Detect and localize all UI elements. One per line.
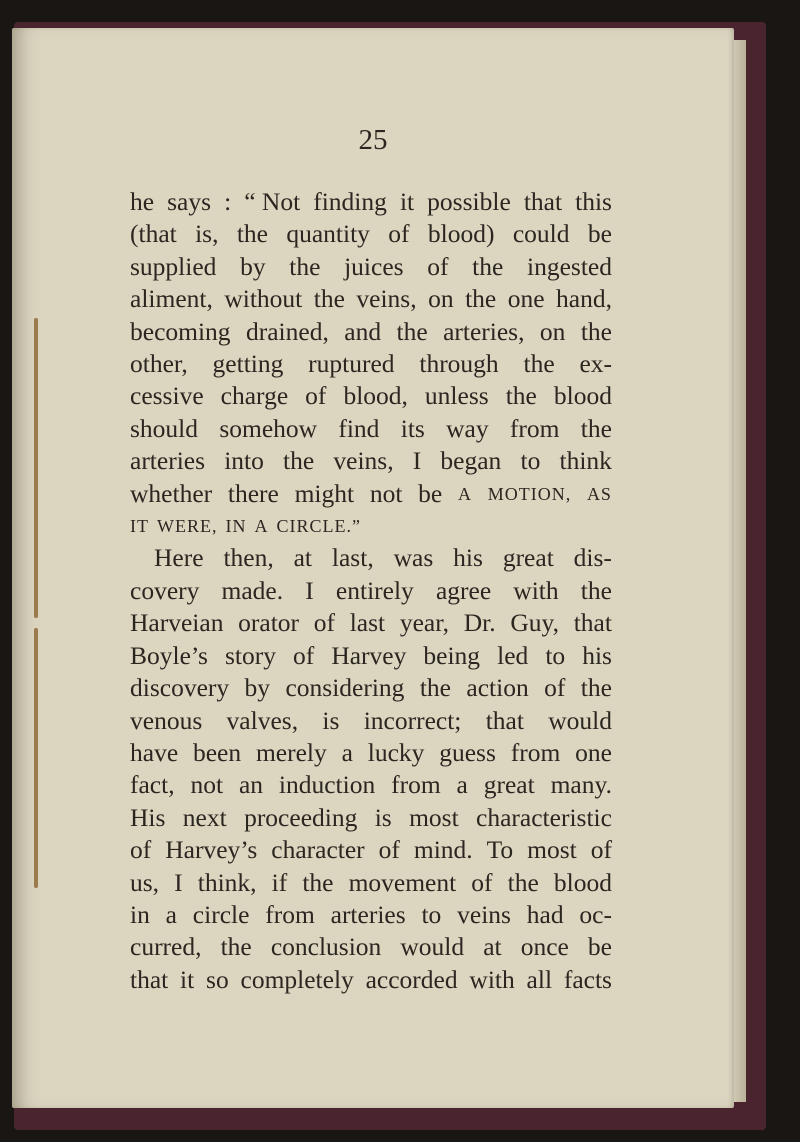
word: way <box>446 413 489 443</box>
word: led <box>497 640 529 670</box>
word: veins, <box>356 284 417 314</box>
word: on <box>539 316 566 346</box>
word: he <box>130 187 155 216</box>
word: facts <box>563 964 612 994</box>
word: be <box>418 478 443 508</box>
word: blood) <box>427 219 495 249</box>
word: be <box>587 932 612 962</box>
word: the <box>313 284 345 314</box>
word: Harvey’s <box>165 835 258 865</box>
word: the <box>236 219 268 249</box>
word: would <box>400 932 465 962</box>
word: of <box>313 608 335 638</box>
word: began <box>440 446 502 476</box>
word: from <box>265 899 315 929</box>
word: action <box>466 673 529 703</box>
word: should <box>130 413 199 443</box>
word: year, <box>399 608 450 638</box>
page-edge <box>734 40 746 1102</box>
word: a <box>165 899 177 929</box>
word: : <box>224 187 232 216</box>
word: made. <box>221 575 284 605</box>
word: if <box>271 867 288 897</box>
word: most <box>409 802 459 832</box>
word: it <box>399 187 415 216</box>
word: us, <box>130 867 160 897</box>
text-line <box>130 705 612 737</box>
word: ingested <box>527 251 612 281</box>
word: valves, <box>226 705 299 735</box>
word: might <box>294 478 355 508</box>
text-line <box>130 607 612 639</box>
word: mind. <box>413 835 473 865</box>
word: then, <box>223 543 274 573</box>
word: Guy, <box>510 608 559 638</box>
word: in <box>130 899 150 929</box>
word: be <box>587 219 612 249</box>
word: the <box>505 381 537 411</box>
word: A <box>457 483 472 504</box>
word: the <box>419 673 451 703</box>
word: quantity <box>286 219 370 249</box>
word: drained, <box>245 316 329 346</box>
word: charge <box>220 381 289 411</box>
word: somehow <box>219 413 318 443</box>
word: orator <box>238 608 300 638</box>
word: once <box>520 932 569 962</box>
word: an <box>238 770 264 800</box>
word: think, <box>197 867 257 897</box>
word: the <box>302 867 334 897</box>
word: not <box>190 770 224 800</box>
word: a <box>456 770 468 800</box>
word: the <box>580 673 612 703</box>
word: next <box>182 802 227 832</box>
word: of <box>293 640 315 670</box>
word: through <box>419 349 499 379</box>
word: the <box>396 316 428 346</box>
word: dis- <box>573 543 612 573</box>
word: IN <box>225 516 247 537</box>
word: fact, <box>130 770 175 800</box>
word: would <box>548 705 612 735</box>
word: getting <box>212 349 284 379</box>
word: great <box>483 770 535 800</box>
word: of <box>471 867 493 897</box>
word: discovery <box>130 673 230 703</box>
body-text <box>130 186 612 996</box>
binding-thread <box>34 318 38 618</box>
word: on <box>428 284 454 314</box>
word: have <box>130 737 179 767</box>
word: To <box>486 835 514 865</box>
word: is <box>374 802 392 832</box>
text-line <box>130 218 612 250</box>
text-line <box>130 186 612 218</box>
text-line <box>130 478 612 510</box>
word: by <box>244 673 271 703</box>
word: and <box>344 316 382 346</box>
word: story <box>224 640 276 670</box>
word: the <box>580 575 612 605</box>
word: to <box>520 446 541 476</box>
word: think <box>559 446 612 476</box>
word: the <box>289 251 321 281</box>
word: movement <box>348 867 457 897</box>
word: had <box>526 899 564 929</box>
text-line <box>130 802 612 834</box>
word: with <box>513 575 559 605</box>
word: from <box>509 413 560 443</box>
word: completely <box>240 964 354 994</box>
word: the <box>580 413 612 443</box>
word: from <box>391 770 441 800</box>
word: arteries <box>130 446 206 476</box>
word: oc- <box>579 899 612 929</box>
word: curred, <box>130 932 202 962</box>
word: guess <box>439 737 496 767</box>
word: considering <box>285 673 405 703</box>
text-line <box>130 899 612 931</box>
word: this <box>575 187 612 216</box>
word: great <box>502 543 554 573</box>
word: by <box>240 251 266 281</box>
text-line <box>130 575 612 607</box>
word: conclusion <box>270 932 382 962</box>
word: the <box>465 284 497 314</box>
text-line <box>130 348 612 380</box>
text-line <box>130 380 612 412</box>
text-line <box>130 867 612 899</box>
word: I <box>174 867 183 897</box>
text-line <box>130 964 612 996</box>
word: from <box>510 737 561 767</box>
word: to <box>545 640 566 670</box>
binding-thread <box>34 628 38 888</box>
word: one <box>575 737 612 767</box>
word: AS <box>586 483 612 504</box>
word: becoming <box>130 316 231 346</box>
text-line <box>130 737 612 769</box>
word: without <box>224 284 303 314</box>
word: of <box>305 381 327 411</box>
word: the <box>507 867 539 897</box>
word: find <box>338 413 380 443</box>
word: with <box>469 964 515 994</box>
word: blood <box>553 867 612 897</box>
text-line <box>130 445 612 477</box>
word: there <box>227 478 279 508</box>
word: hand, <box>556 284 612 314</box>
word: its <box>400 413 425 443</box>
word: supplied <box>130 251 217 281</box>
word: covery <box>130 575 200 605</box>
word: possible <box>427 187 511 216</box>
word: other, <box>130 349 188 379</box>
word: ruptured <box>308 349 395 379</box>
word: “ Not <box>244 187 301 216</box>
word: not <box>369 478 403 508</box>
word: WERE, <box>157 516 218 537</box>
word: that <box>130 964 169 994</box>
text-line <box>130 769 612 801</box>
word: of <box>130 835 152 865</box>
word: at <box>483 932 502 962</box>
word: arteries, <box>443 316 525 346</box>
word: proceeding <box>244 802 358 832</box>
word: a <box>341 737 353 767</box>
text-line <box>130 542 612 574</box>
word: of <box>378 835 400 865</box>
word: is, <box>195 219 219 249</box>
word: being <box>423 640 481 670</box>
text-line <box>130 283 612 315</box>
text-line <box>130 413 612 445</box>
word: circle <box>192 899 250 929</box>
word: says <box>167 187 212 216</box>
word: I <box>305 575 314 605</box>
page-number: 25 <box>358 124 388 156</box>
word: the <box>523 349 555 379</box>
word: was <box>393 543 434 573</box>
text-line <box>130 510 612 542</box>
word: so <box>206 964 229 994</box>
word: IT <box>130 516 149 537</box>
word: entirely <box>335 575 414 605</box>
word: that <box>485 705 524 735</box>
word: I <box>412 446 422 476</box>
word: the <box>472 251 504 281</box>
text-line <box>130 834 612 866</box>
word: ex- <box>579 349 612 379</box>
word: agree <box>435 575 492 605</box>
word: last <box>349 608 386 638</box>
word: blood <box>553 381 612 411</box>
word: incorrect; <box>363 705 462 735</box>
word: of <box>590 835 612 865</box>
book-page <box>12 28 734 1108</box>
word: Harveian <box>130 608 224 638</box>
word: of <box>427 251 449 281</box>
word: the <box>220 932 252 962</box>
word: many. <box>550 770 612 800</box>
word: character <box>271 835 365 865</box>
word: MOTION, <box>487 483 572 504</box>
word: merely <box>255 737 327 767</box>
word: one <box>507 284 545 314</box>
word: last, <box>331 543 374 573</box>
text-line <box>130 316 612 348</box>
text-line <box>130 640 612 672</box>
word: at <box>293 543 313 573</box>
word: lucky <box>367 737 425 767</box>
word: veins, <box>333 446 394 476</box>
word: it <box>180 964 195 994</box>
word: arteries <box>330 899 406 929</box>
word: (that <box>130 219 177 249</box>
word: aliment, <box>130 284 213 314</box>
word: that <box>523 187 563 216</box>
text-line <box>130 251 612 283</box>
word: could <box>512 219 570 249</box>
word: to <box>421 899 442 929</box>
word: induction <box>278 770 376 800</box>
word: cessive <box>130 381 204 411</box>
word: venous <box>130 705 203 735</box>
word: whether <box>130 478 213 508</box>
word: juices <box>344 251 404 281</box>
word: Harvey <box>331 640 407 670</box>
word: that <box>573 608 612 638</box>
word: veins <box>457 899 511 929</box>
word: his <box>582 640 612 670</box>
word: finding <box>313 187 387 216</box>
word: of <box>388 219 410 249</box>
word: into <box>224 446 264 476</box>
word: unless <box>424 381 489 411</box>
word: is <box>322 705 340 735</box>
word: Boyle’s <box>130 640 208 670</box>
word: all <box>526 964 553 994</box>
text-line <box>130 931 612 963</box>
word: the <box>283 446 315 476</box>
word: his <box>453 543 483 573</box>
word: Dr. <box>463 608 496 638</box>
word: Here <box>154 543 204 573</box>
word: A <box>254 516 269 537</box>
word: His <box>130 802 166 832</box>
word: characteristic <box>476 802 612 832</box>
word: blood, <box>343 381 408 411</box>
text-line <box>130 672 612 704</box>
word: CIRCLE.” <box>276 516 361 537</box>
word: been <box>192 737 242 767</box>
word: of <box>544 673 566 703</box>
word: most <box>527 835 577 865</box>
word: accorded <box>365 964 458 994</box>
word: the <box>580 316 612 346</box>
